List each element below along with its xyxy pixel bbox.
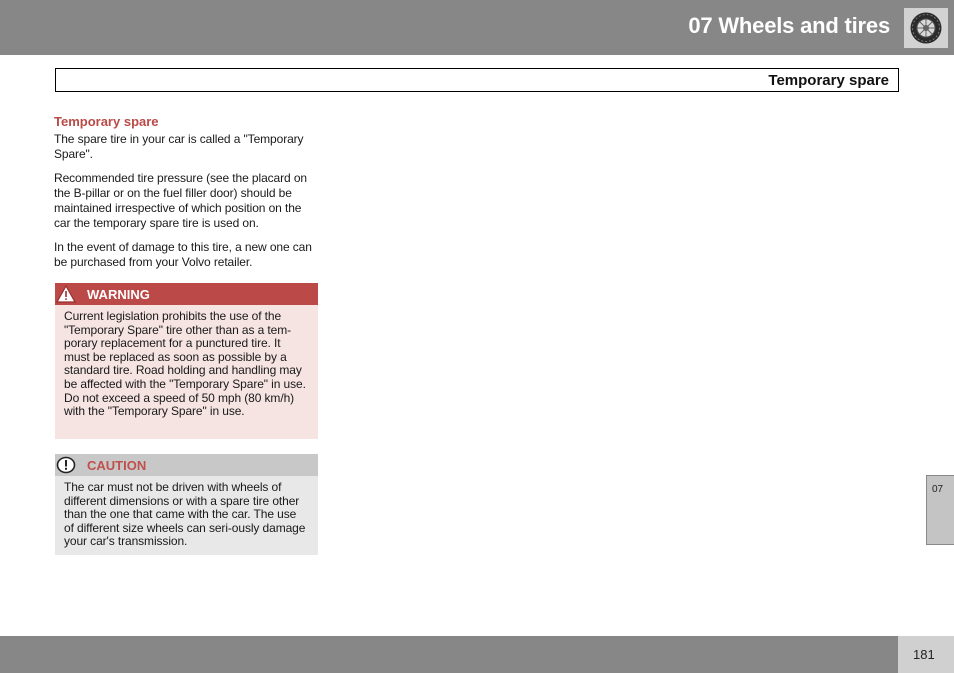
caution-box	[55, 454, 318, 555]
section-header	[55, 68, 899, 92]
tire-icon	[909, 11, 943, 45]
paragraph: In the event of damage to this tire, a new one can be purchased from your Volvo retailer.	[54, 239, 312, 270]
chapter-icon-box	[898, 0, 954, 55]
main-content	[54, 114, 319, 278]
warning-label: WARNING	[87, 287, 150, 302]
content-heading: Temporary spare	[54, 114, 159, 129]
page-number-box	[898, 636, 954, 673]
footer-bar	[0, 636, 898, 673]
chapter-title: 07 Wheels and tires	[688, 13, 890, 38]
exclamation-circle-icon	[55, 454, 77, 476]
warning-text: Current legislation prohibits the use of the "Temporary Spare" tire other than as a tem-porary replacement for a punctured tire. It must be replaced as soon as possible by a standard tire. Road holding and handling may be affected with the "Temporary Spare" in use. Do not exceed a speed of 50 mph (80 km/h) with the "Temporary Spare" in use.	[55, 305, 318, 439]
warning-header	[55, 283, 318, 305]
paragraph: Recommended tire pressure (see the placard on the B-pillar or on the fuel filler door) should be maintained irrespective of which position on the car the temporary spare tire is used on.	[54, 170, 307, 231]
caution-header	[55, 454, 318, 476]
chapter-tab-number: 07	[932, 484, 944, 495]
warning-box	[55, 283, 318, 439]
page-number: 181	[913, 647, 935, 662]
caution-label: CAUTION	[87, 458, 147, 473]
caution-text: The car must not be driven with wheels of different dimensions or with a spare tire other than the one that came with the car. The use of different size wheels can seri-ously damage your car's transmission.	[55, 476, 318, 555]
paragraph: The spare tire in your car is called a "Temporary Spare".	[54, 132, 304, 162]
chapter-tab[interactable]	[926, 475, 954, 545]
warning-triangle-icon	[55, 283, 77, 305]
chapter-header-bar	[0, 0, 954, 55]
section-title: Temporary spare	[768, 72, 889, 89]
